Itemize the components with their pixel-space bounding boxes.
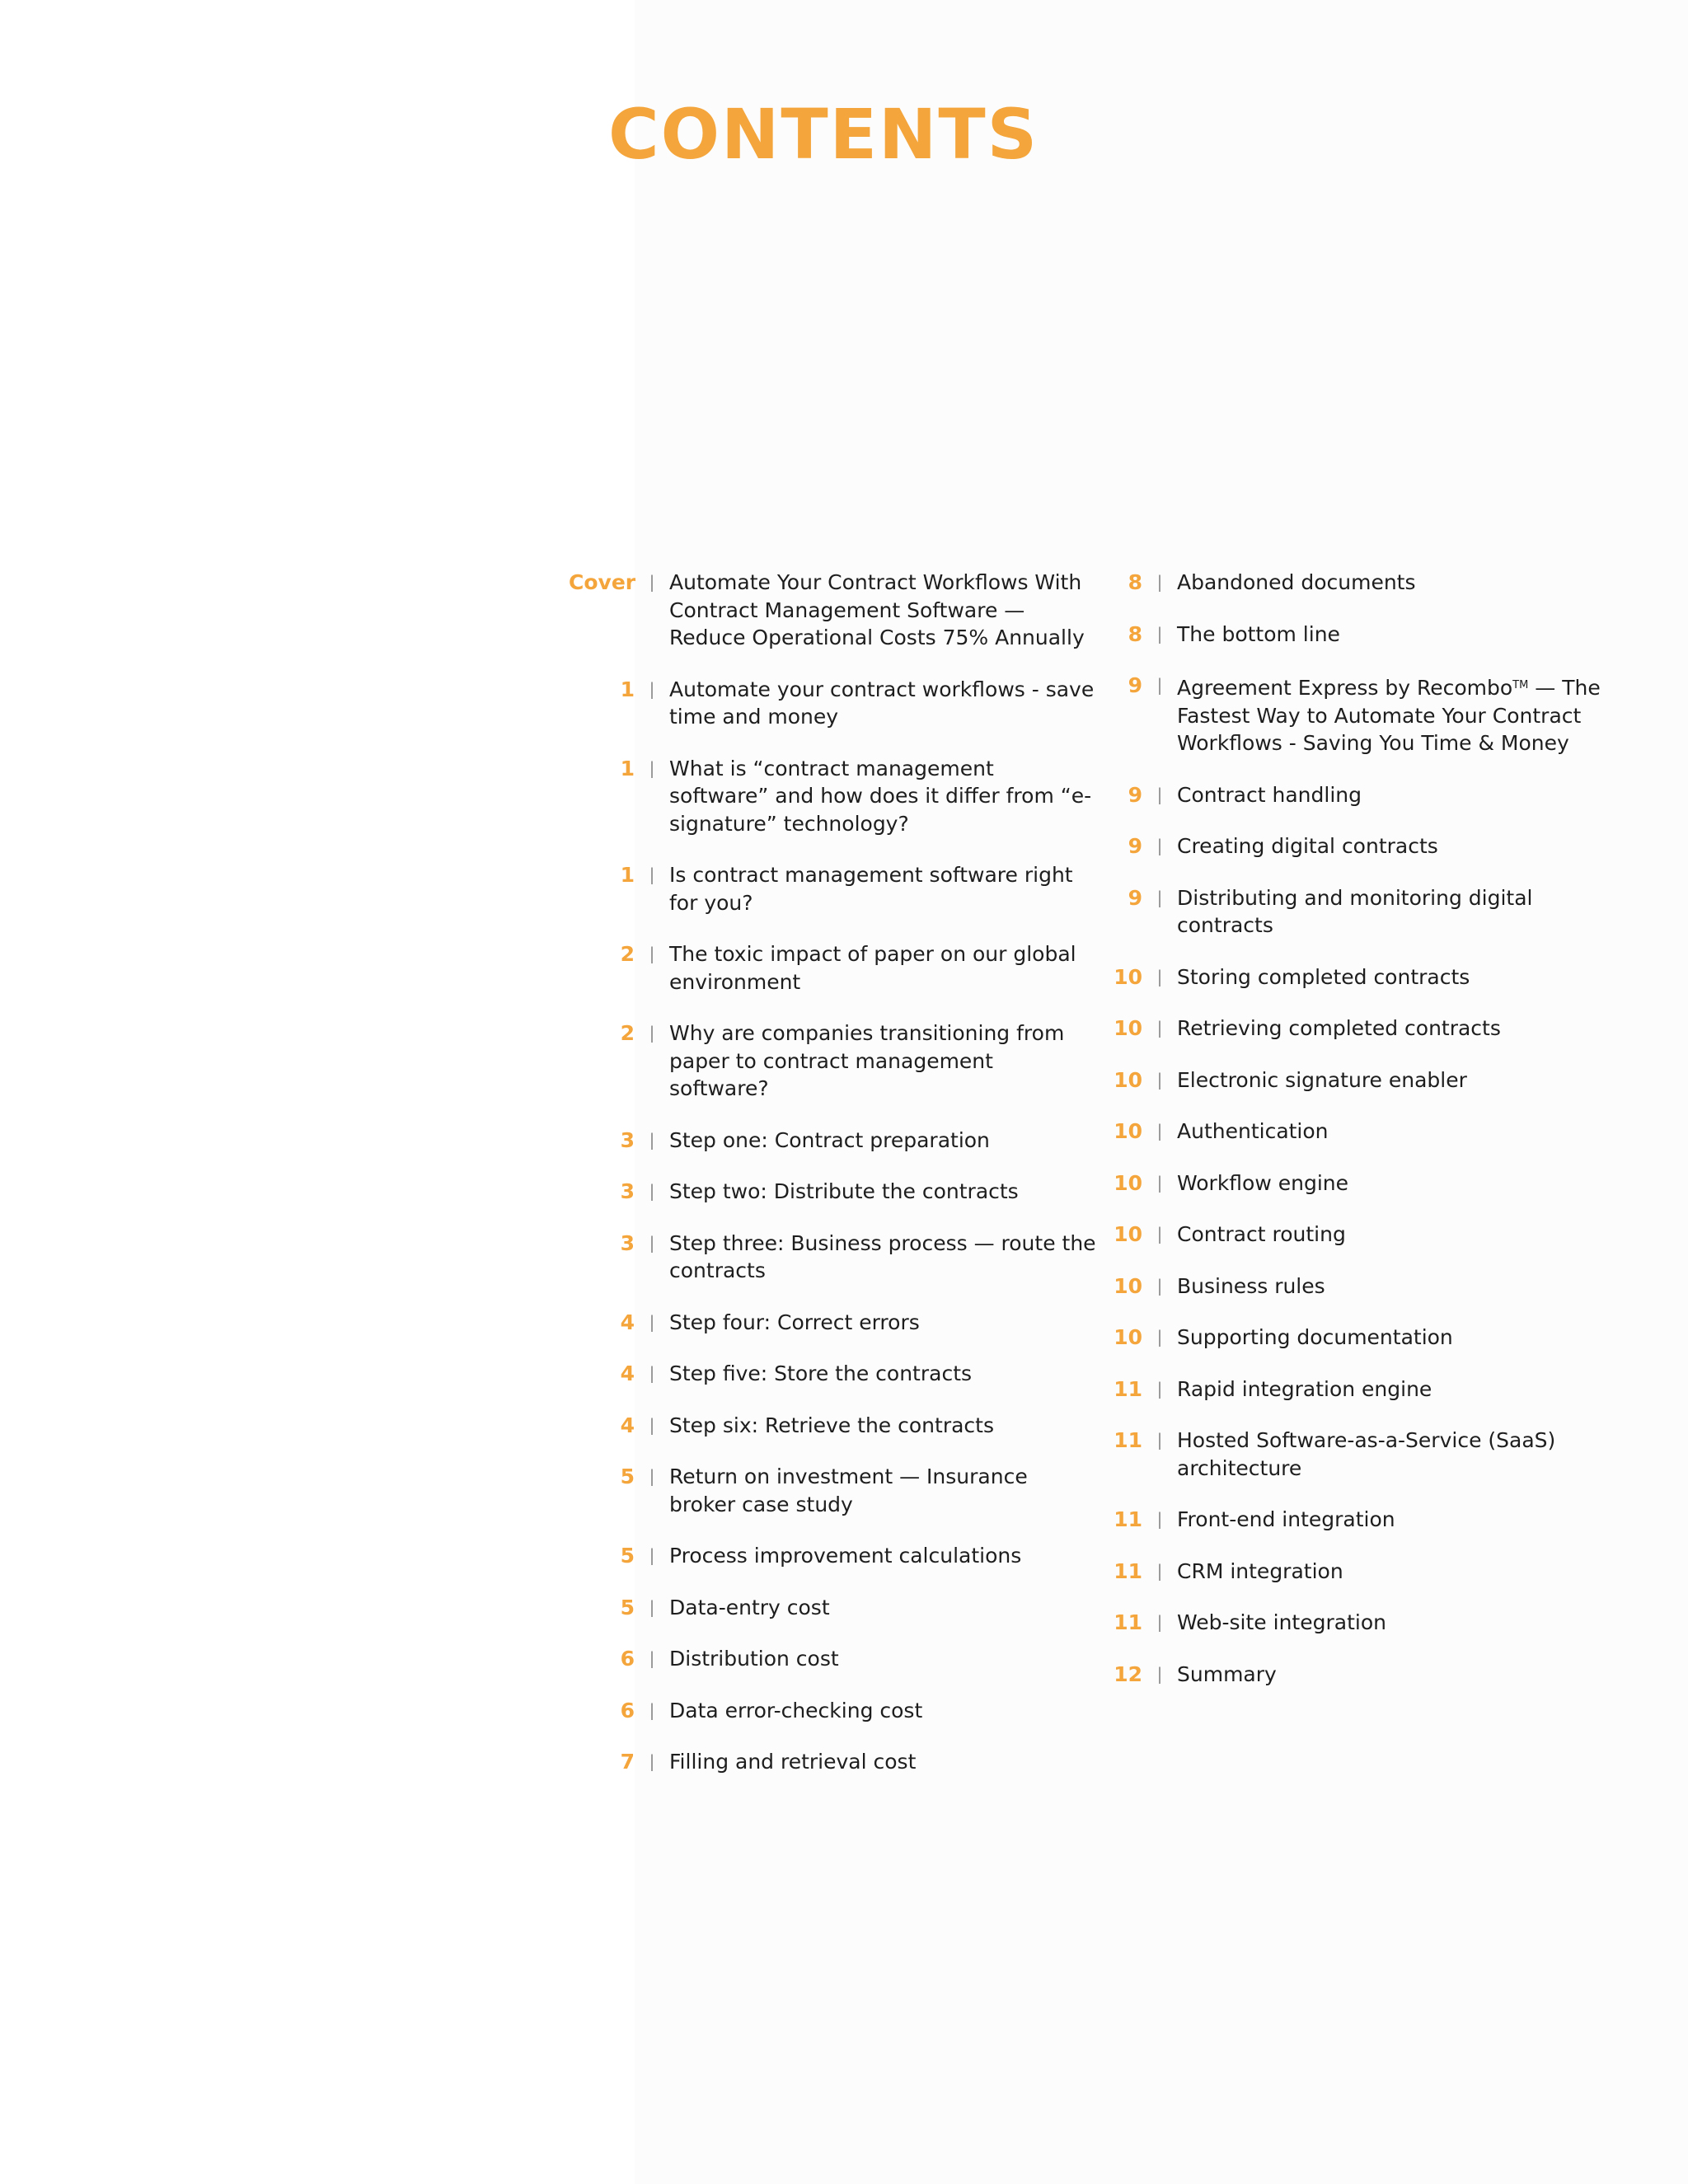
toc-entry[interactable]	[569, 676, 1096, 731]
toc-entry-title-text: Authentication	[1177, 1119, 1329, 1143]
toc-entry[interactable]	[1080, 1324, 1607, 1352]
toc-page-number: 8	[1128, 570, 1142, 594]
toc-page-number: 4	[620, 1361, 635, 1385]
toc-entry[interactable]	[1080, 621, 1607, 649]
toc-page-number: 10	[1114, 1170, 1142, 1195]
toc-entry-title-text: The bottom line	[1177, 621, 1340, 646]
toc-page-number: 10	[1114, 964, 1142, 989]
toc-entry[interactable]	[569, 755, 1096, 838]
toc-entry-title	[1177, 1015, 1607, 1043]
toc-entry-title-text: Contract handling	[1177, 782, 1362, 807]
toc-separator: |	[649, 1023, 655, 1043]
toc-entry[interactable]	[1080, 1376, 1607, 1404]
toc-entry-title	[669, 861, 1096, 916]
toc-entry-title	[1177, 1661, 1607, 1689]
toc-entry-title-text: Retrieving completed contracts	[1177, 1016, 1501, 1040]
toc-separator: |	[1156, 836, 1163, 855]
toc-page-number: 4	[620, 1413, 635, 1437]
toc-separator: |	[649, 1232, 655, 1253]
toc-entry-title	[1177, 1324, 1607, 1352]
toc-entry-title	[669, 755, 1096, 838]
toc-separator: |	[1156, 1430, 1163, 1450]
toc-entry-title	[669, 1309, 1096, 1337]
toc-entry[interactable]	[569, 569, 1096, 652]
toc-right-column	[1080, 569, 1607, 1712]
toc-entry-title-text: Workflow engine	[1177, 1170, 1349, 1195]
toc-entry[interactable]	[1080, 781, 1607, 809]
toc-entry-title	[1177, 1118, 1607, 1146]
toc-entry-title-text: Electronic signature enabler	[1177, 1067, 1467, 1092]
toc-page-number: 9	[1128, 673, 1142, 697]
toc-entry-title	[1177, 1169, 1607, 1197]
toc-page-number: 10	[1114, 1325, 1142, 1349]
toc-separator: |	[1156, 675, 1163, 695]
toc-separator: |	[1156, 1327, 1163, 1347]
toc-separator: |	[1156, 1121, 1163, 1141]
toc-entry-title-text: Web-site integration	[1177, 1610, 1386, 1634]
toc-entry-title-text: Step three: Business process — route the contracts	[669, 1230, 1096, 1282]
toc-entry[interactable]	[1080, 884, 1607, 940]
toc-entry[interactable]	[1080, 1015, 1607, 1043]
toc-page-number: 7	[620, 1750, 635, 1774]
toc-entry-title-text: Process improvement calculations	[669, 1544, 1022, 1568]
toc-entry-title	[669, 1178, 1096, 1206]
toc-separator: |	[649, 1751, 655, 1771]
toc-page-number: 8	[1128, 621, 1142, 646]
toc-entry[interactable]	[1080, 672, 1607, 757]
toc-entry-title	[1177, 672, 1607, 757]
toc-entry-title	[1177, 621, 1607, 649]
toc-entry-title-text: Rapid integration engine	[1177, 1376, 1432, 1401]
toc-entry-title-text: Data error-checking cost	[669, 1698, 923, 1722]
toc-entry-title	[669, 1412, 1096, 1440]
toc-entry-title	[669, 940, 1096, 996]
toc-entry[interactable]	[569, 940, 1096, 996]
toc-entry-title-text: Automate your contract workflows - save time and money	[669, 677, 1095, 729]
toc-page-number: 9	[1128, 885, 1142, 910]
toc-entry-title-text: Abandoned documents	[1177, 570, 1416, 594]
toc-entry-title	[1177, 1066, 1607, 1094]
toc-entry[interactable]	[569, 1594, 1096, 1622]
toc-page-number: 11	[1114, 1507, 1142, 1531]
toc-entry[interactable]	[1080, 963, 1607, 991]
toc-entry-title	[1177, 1221, 1607, 1249]
toc-entry-title-text: CRM integration	[1177, 1558, 1343, 1583]
toc-separator: |	[649, 1181, 655, 1201]
toc-entry-title-text: Distributing and monitoring digital contracts	[1177, 885, 1533, 937]
toc-entry[interactable]	[569, 1463, 1096, 1518]
toc-separator: |	[649, 944, 655, 963]
toc-entry[interactable]	[1080, 1427, 1607, 1482]
toc-separator: |	[1156, 1560, 1163, 1581]
toc-entry-title	[669, 1748, 1096, 1776]
toc-entry[interactable]	[1080, 1661, 1607, 1689]
toc-page-number: 5	[620, 1544, 635, 1568]
toc-entry[interactable]	[569, 1309, 1096, 1337]
toc-entry-title-text: Is contract management software right for you?	[669, 863, 1073, 915]
toc-separator: |	[1156, 887, 1163, 907]
toc-entry-title-text: Why are companies transitioning from paper to contract management software?	[669, 1021, 1065, 1100]
toc-separator: |	[649, 1414, 655, 1435]
toc-entry-title-text: Agreement Express by Recombo	[1177, 676, 1513, 700]
toc-entry-title	[669, 1019, 1096, 1103]
toc-entry-title	[1177, 884, 1607, 940]
toc-entry[interactable]	[569, 861, 1096, 916]
toc-page-number: 1	[620, 677, 635, 701]
toc-entry-title	[669, 1697, 1096, 1725]
toc-entry[interactable]	[569, 1645, 1096, 1673]
toc-entry-title	[1177, 1376, 1607, 1404]
toc-entry-title	[1177, 1272, 1607, 1301]
trademark-mark: TM	[1512, 679, 1529, 691]
toc-page-number: 6	[620, 1647, 635, 1671]
toc-page-number: 10	[1114, 1273, 1142, 1298]
toc-separator: |	[1156, 1018, 1163, 1038]
toc-page-number: 3	[620, 1230, 635, 1255]
toc-page-number: 4	[620, 1310, 635, 1334]
toc-page-number: 2	[620, 942, 635, 966]
toc-entry-title-text: Creating digital contracts	[1177, 834, 1438, 858]
toc-entry-title	[669, 569, 1096, 652]
toc-entry[interactable]	[1080, 1221, 1607, 1249]
toc-page-number: 9	[1128, 834, 1142, 858]
toc-separator: |	[649, 1129, 655, 1150]
toc-separator: |	[1156, 1378, 1163, 1399]
toc-page-number: 3	[620, 1127, 635, 1152]
toc-entry-title-text: Step five: Store the contracts	[669, 1361, 973, 1385]
toc-page-number: 1	[620, 863, 635, 887]
toc-entry[interactable]	[1080, 1272, 1607, 1301]
toc-entry[interactable]	[569, 1230, 1096, 1285]
toc-entry[interactable]	[569, 1360, 1096, 1388]
toc-separator: |	[649, 678, 655, 699]
toc-entry-title-text: Storing completed contracts	[1177, 964, 1470, 989]
toc-separator: |	[1156, 1663, 1163, 1684]
toc-entry-title	[1177, 1506, 1607, 1534]
toc-entry[interactable]	[569, 1178, 1096, 1206]
toc-separator: |	[1156, 784, 1163, 804]
toc-entry-title-text: Business rules	[1177, 1273, 1325, 1298]
toc-entry-title-text: Contract routing	[1177, 1222, 1346, 1246]
toc-entry-title	[669, 1360, 1096, 1388]
toc-entry[interactable]	[1080, 1558, 1607, 1586]
toc-page-number: 11	[1114, 1610, 1142, 1634]
toc-separator: |	[1156, 1509, 1163, 1529]
toc-entry-title	[669, 1230, 1096, 1285]
toc-entry-title-text: Automate Your Contract Workflows With Contract Management Software — Reduce Operational Costs 75% Annually	[669, 570, 1085, 649]
toc-entry-title-text: Step four: Correct errors	[669, 1310, 920, 1334]
toc-separator: |	[1156, 623, 1163, 644]
toc-entry[interactable]	[1080, 1506, 1607, 1534]
toc-entry[interactable]	[1080, 1066, 1607, 1094]
toc-page-number: 10	[1114, 1119, 1142, 1143]
toc-entry-title-text: Data-entry cost	[669, 1595, 830, 1619]
page-title: CONTENTS	[608, 94, 1039, 175]
toc-entry-title	[669, 1594, 1096, 1622]
toc-entry-title-text: Filling and retrieval cost	[669, 1750, 917, 1774]
toc-page-number: 2	[620, 1021, 635, 1045]
toc-entry[interactable]	[569, 1127, 1096, 1155]
toc-entry-title-text: Summary	[1177, 1661, 1277, 1686]
toc-entry-title-rest: — The Fastest Way to Automate Your Contract Workflows - Saving You Time & Money	[1177, 676, 1601, 755]
toc-entry-title	[1177, 1558, 1607, 1586]
toc-separator: |	[1156, 1224, 1163, 1244]
toc-entry-title-text: The toxic impact of paper on our global environment	[669, 942, 1076, 994]
toc-entry-title-text: What is “contract management software” and how does it differ from “e-signature” technology?	[669, 756, 1092, 836]
toc-page-number: 9	[1128, 782, 1142, 807]
toc-entry[interactable]	[569, 1412, 1096, 1440]
toc-separator: |	[1156, 966, 1163, 987]
toc-entry-title-text: Step six: Retrieve the contracts	[669, 1413, 994, 1437]
toc-entry-title	[669, 676, 1096, 731]
toc-entry[interactable]	[569, 1019, 1096, 1103]
toc-left-column	[569, 569, 1096, 1800]
toc-entry[interactable]	[1080, 1609, 1607, 1637]
toc-entry-title	[669, 1463, 1096, 1518]
toc-entry-title	[1177, 781, 1607, 809]
toc-separator: |	[1156, 1275, 1163, 1296]
toc-entry-title-text: Return on investment — Insurance broker case study	[669, 1465, 1028, 1516]
toc-separator: |	[649, 1648, 655, 1668]
toc-entry[interactable]	[1080, 832, 1607, 860]
toc-separator: |	[649, 1596, 655, 1617]
toc-page-number: 10	[1114, 1016, 1142, 1040]
toc-separator: |	[649, 757, 655, 778]
toc-page-number: 3	[620, 1179, 635, 1203]
toc-entry[interactable]	[569, 1542, 1096, 1570]
toc-page-number: 11	[1114, 1558, 1142, 1583]
toc-entry-title-text: Front-end integration	[1177, 1507, 1395, 1531]
toc-entry-title-text: Step two: Distribute the contracts	[669, 1179, 1019, 1203]
toc-page-number: 12	[1114, 1661, 1142, 1686]
toc-separator: |	[1156, 1069, 1163, 1090]
toc-page-number: 6	[620, 1698, 635, 1722]
toc-entry-title	[1177, 569, 1607, 597]
toc-entry-title	[1177, 832, 1607, 860]
toc-entry[interactable]	[569, 1697, 1096, 1725]
toc-entry-title-text: Hosted Software-as-a-Service (SaaS) architecture	[1177, 1428, 1556, 1480]
toc-separator: |	[649, 1699, 655, 1720]
toc-entry[interactable]	[1080, 1169, 1607, 1197]
toc-entry-title-text: Distribution cost	[669, 1647, 839, 1671]
toc-separator: |	[1156, 1612, 1163, 1632]
toc-entry[interactable]	[569, 1748, 1096, 1776]
toc-separator: |	[649, 1311, 655, 1332]
toc-page-number: 5	[620, 1465, 635, 1488]
toc-page-number: 5	[620, 1595, 635, 1619]
toc-entry-title	[1177, 1427, 1607, 1482]
toc-page-number: 11	[1114, 1428, 1142, 1452]
toc-page-number: 11	[1114, 1376, 1142, 1401]
toc-entry-title	[669, 1127, 1096, 1155]
toc-page-number: Cover	[569, 570, 636, 594]
toc-separator: |	[1156, 1172, 1163, 1193]
toc-page-number: 1	[620, 756, 635, 780]
toc-separator: |	[649, 1466, 655, 1486]
toc-separator: |	[649, 865, 655, 884]
toc-page-number: 10	[1114, 1067, 1142, 1092]
toc-page-number: 10	[1114, 1222, 1142, 1246]
toc-separator: |	[649, 1363, 655, 1383]
toc-separator: |	[649, 572, 655, 592]
toc-separator: |	[1156, 572, 1163, 592]
toc-separator: |	[649, 1545, 655, 1565]
toc-entry-title-text: Step one: Contract preparation	[669, 1127, 990, 1152]
toc-entry-title	[1177, 963, 1607, 991]
toc-entry[interactable]	[1080, 1118, 1607, 1146]
toc-entry[interactable]	[1080, 569, 1607, 597]
toc-entry-title-text: Supporting documentation	[1177, 1325, 1453, 1349]
toc-entry-title	[1177, 1609, 1607, 1637]
toc-entry-title	[669, 1542, 1096, 1570]
toc-entry-title	[669, 1645, 1096, 1673]
